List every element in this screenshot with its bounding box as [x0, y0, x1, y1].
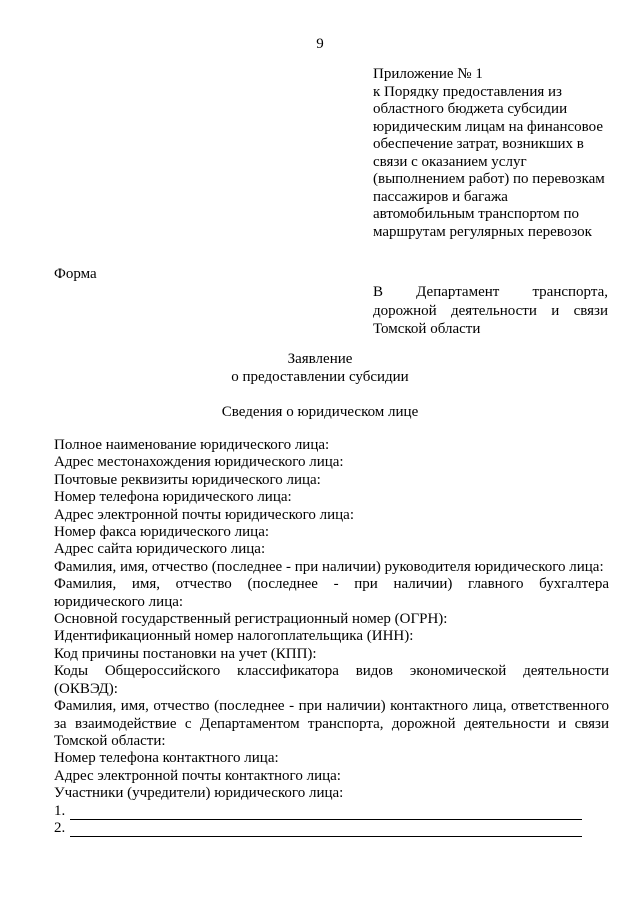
field-label: за взаимодействие с Департаментом транспорта, дорожной деятельности и связи	[54, 715, 609, 732]
field-label: Адрес электронной почты контактного лица:	[54, 767, 341, 784]
addressee-line: дорожной деятельности и связи	[373, 302, 608, 319]
field-label: Номер факса юридического лица:	[54, 524, 270, 541]
field-label: юридического лица:	[54, 593, 184, 610]
appendix-line: связи с оказанием услуг	[373, 153, 527, 170]
field-label: Адрес электронной почты юридического лица:	[54, 506, 354, 523]
field-label: Томской области:	[54, 732, 166, 749]
field-label: (ОКВЭД):	[54, 680, 118, 697]
appendix-line: автомобильным транспортом по	[373, 206, 580, 222]
document-subtitle: о предоставлении субсидии	[231, 369, 409, 385]
field-label: Фамилия, имя, отчество (последнее - при наличии) руководителя юридического лица:	[54, 558, 604, 575]
participant-number: 2.	[54, 819, 66, 836]
appendix-header	[373, 66, 618, 241]
field-label: Номер телефона контактного лица:	[54, 750, 279, 767]
field-label: Фамилия, имя, отчество (последнее - при наличии) контактного лица, ответственного	[54, 698, 609, 715]
field-label: Коды Общероссийского классификатора видов экономической деятельности	[54, 663, 609, 680]
participant-blank-line[interactable]	[70, 823, 582, 837]
appendix-line: областного бюджета субсидии	[373, 101, 568, 117]
addressee-line: Томской области	[373, 321, 481, 337]
participant-blank-line[interactable]	[70, 806, 582, 820]
section-heading: Сведения о юридическом лице	[221, 404, 419, 420]
field-label: Полное наименование юридического лица:	[54, 437, 330, 453]
page-number: 9	[316, 36, 324, 52]
participant-number: 1.	[54, 802, 66, 819]
field-label: Идентификационный номер налогоплательщика (ИНН):	[54, 628, 414, 645]
field-label: Адрес сайта юридического лица:	[54, 541, 266, 558]
fields-list	[54, 437, 609, 837]
addressee-line: В Департамент транспорта,	[373, 284, 608, 300]
appendix-line: обеспечение затрат, возникших в	[373, 136, 584, 152]
field-label: Номер телефона юридического лица:	[54, 489, 292, 506]
field-label: Адрес местонахождения юридического лица:	[54, 454, 344, 471]
field-label: Основной государственный регистрационный номер (ОГРН):	[54, 611, 448, 628]
appendix-line: Приложение № 1	[373, 66, 483, 82]
field-label: Фамилия, имя, отчество (последнее - при наличии) главного бухгалтера	[54, 576, 609, 593]
appendix-line: пассажиров и багажа	[373, 188, 508, 205]
appendix-line: (выполнением работ) по перевозкам	[373, 171, 605, 187]
addressee-block	[373, 283, 608, 339]
field-label: Код причины постановки на учет (КПП):	[54, 645, 317, 662]
field-label: Почтовые реквизиты юридического лица:	[54, 471, 321, 488]
participant-row	[54, 803, 609, 820]
participant-row	[54, 820, 609, 837]
appendix-line: к Порядку предоставления из	[373, 83, 562, 100]
field-label: Участники (учредители) юридического лица:	[54, 785, 344, 802]
form-label: Форма	[54, 266, 97, 282]
appendix-line: маршрутам регулярных перевозок	[373, 223, 592, 240]
appendix-line: юридическим лицам на финансовое	[373, 118, 603, 135]
document-title: Заявление	[287, 351, 353, 367]
